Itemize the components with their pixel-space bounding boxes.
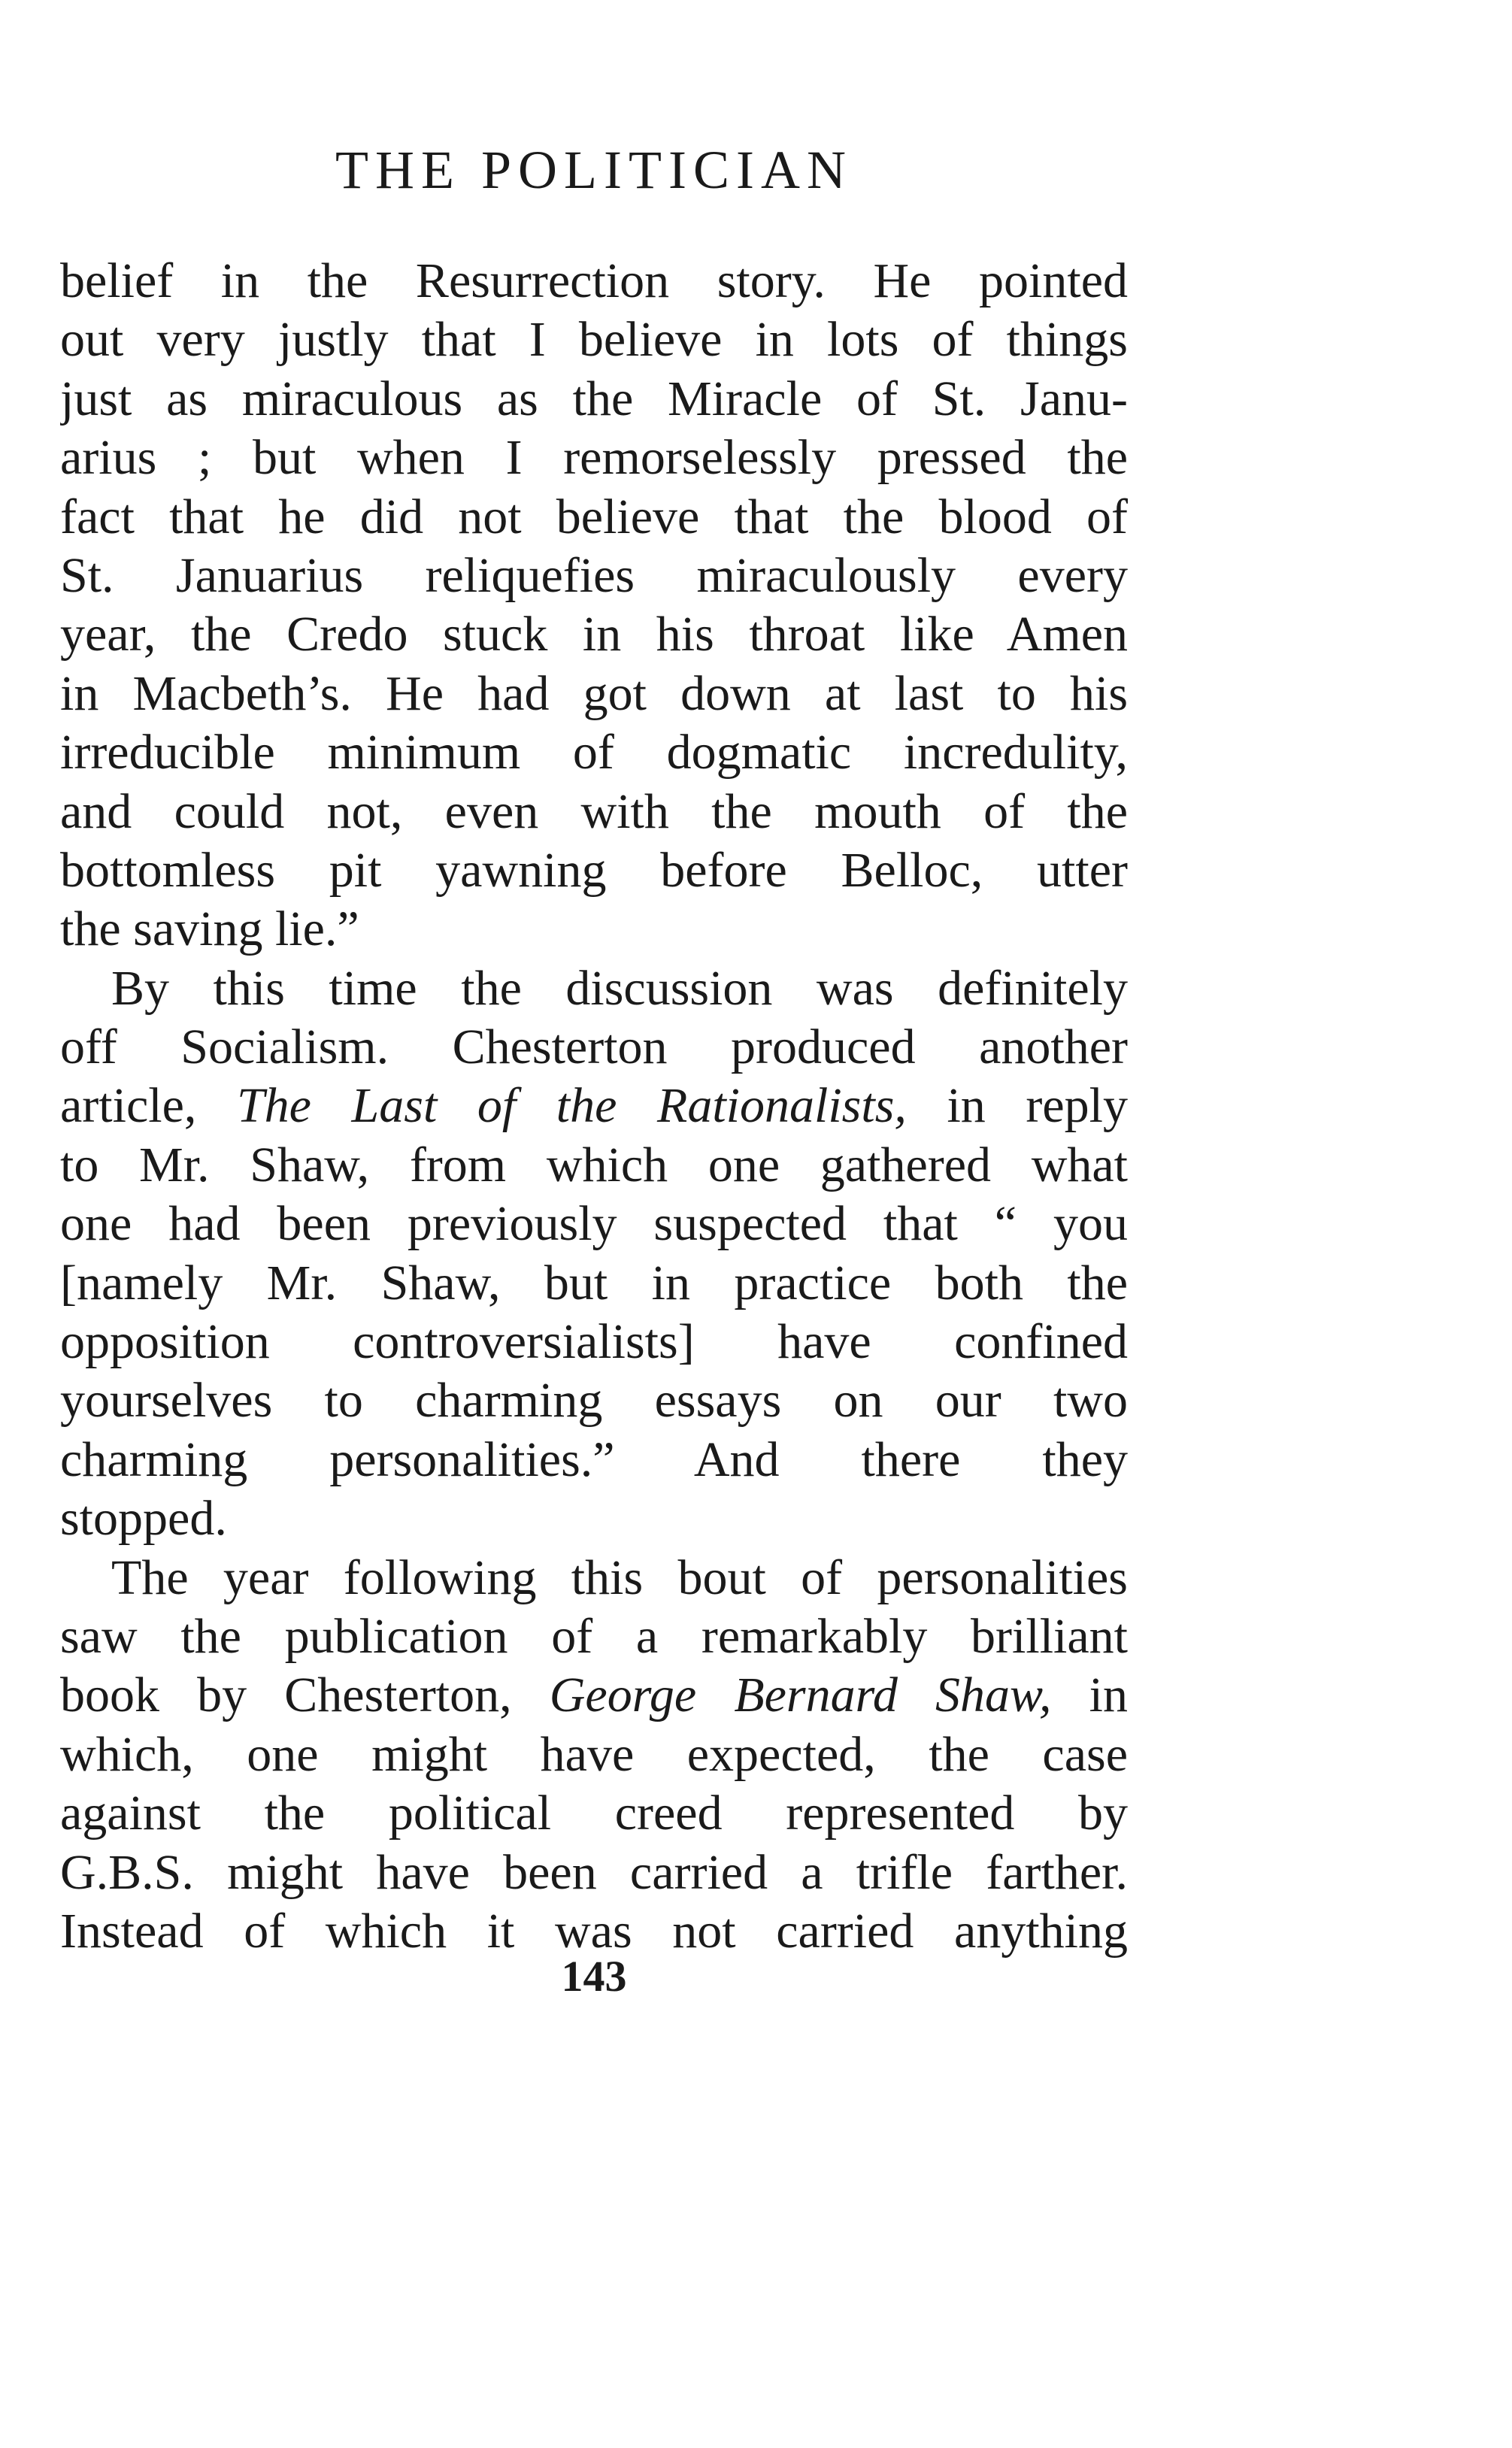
text-segment: Instead of which it was not carried anything bbox=[60, 1903, 1128, 1959]
text-segment: book by Chesterton, bbox=[60, 1668, 550, 1723]
text-segment: bottomless pit yawning before Belloc, utter bbox=[60, 842, 1128, 898]
text-segment: saw the publication of a remarkably brilliant bbox=[60, 1608, 1128, 1664]
text-segment: in bbox=[1051, 1668, 1128, 1723]
text-line bbox=[60, 665, 1128, 723]
text-segment: charming personalities.” And there they bbox=[60, 1432, 1128, 1487]
text-segment: the saving lie.” bbox=[60, 901, 359, 957]
text-segment: opposition controversialists] have confined bbox=[60, 1314, 1128, 1370]
running-head: THE POLITICIAN bbox=[335, 140, 853, 200]
text-segment: fact that he did not believe that the blood of bbox=[60, 489, 1128, 544]
text-segment: St. Januarius reliquefies miraculously every bbox=[60, 547, 1128, 603]
text-line bbox=[60, 783, 1128, 841]
text-segment: in Macbeth’s. He had got down at last to his bbox=[60, 665, 1128, 721]
text-line bbox=[60, 370, 1128, 429]
text-line bbox=[60, 605, 1128, 664]
text-line bbox=[60, 1371, 1128, 1430]
text-line bbox=[60, 547, 1128, 605]
text-segment: against the political creed represented by bbox=[60, 1786, 1128, 1841]
text-line bbox=[60, 1195, 1128, 1253]
text-segment: The year following this bout of personalities bbox=[111, 1550, 1128, 1605]
text-line bbox=[60, 1313, 1128, 1371]
page-number: 143 bbox=[561, 1952, 627, 2001]
text-line bbox=[60, 1549, 1128, 1607]
text-line bbox=[60, 959, 1128, 1018]
text-segment: to Mr. Shaw, from which one gathered what bbox=[60, 1137, 1128, 1192]
text-segment: and could not, even with the mouth of the bbox=[60, 783, 1128, 839]
text-segment: out very justly that I believe in lots of things bbox=[60, 312, 1128, 368]
text-segment: belief in the Resurrection story. He pointed bbox=[60, 253, 1128, 308]
text-line bbox=[60, 1725, 1128, 1784]
text-segment: off Socialism. Chesterton produced another bbox=[60, 1019, 1128, 1075]
text-line bbox=[60, 841, 1128, 900]
text-segment: irreducible minimum of dogmatic incredulity, bbox=[60, 725, 1128, 780]
text-line bbox=[60, 1784, 1128, 1843]
text-line bbox=[60, 1489, 1128, 1548]
text-segment: one had been previously suspected that “ you bbox=[60, 1196, 1128, 1252]
text-segment: [namely Mr. Shaw, but in practice both the bbox=[60, 1255, 1128, 1310]
text-line bbox=[60, 311, 1128, 369]
text-line bbox=[60, 1666, 1128, 1725]
text-segment: By this time the discussion was definitely bbox=[111, 960, 1128, 1016]
text-segment: in reply bbox=[906, 1078, 1128, 1134]
text-line bbox=[60, 488, 1128, 547]
text-segment: stopped. bbox=[60, 1491, 227, 1547]
text-line bbox=[60, 1136, 1128, 1195]
text-line bbox=[60, 1077, 1128, 1135]
text-segment: article, bbox=[60, 1078, 237, 1134]
italic-title: George Bernard Shaw, bbox=[549, 1668, 1052, 1723]
text-line bbox=[60, 1431, 1128, 1489]
italic-title: The Last of the Rationalists, bbox=[236, 1078, 907, 1134]
text-segment: arius ; but when I remorselessly pressed the bbox=[60, 430, 1128, 486]
text-segment: yourselves to charming essays on our two bbox=[60, 1373, 1128, 1429]
text-segment: year, the Credo stuck in his throat like Amen bbox=[60, 607, 1128, 662]
text-line bbox=[60, 252, 1128, 311]
body-text bbox=[60, 252, 1128, 1961]
text-line bbox=[60, 1844, 1128, 1902]
text-segment: G.B.S. might have been carried a trifle farther. bbox=[60, 1844, 1128, 1900]
text-line bbox=[60, 900, 1128, 959]
text-line bbox=[60, 429, 1128, 487]
text-line bbox=[60, 723, 1128, 782]
text-line bbox=[60, 1607, 1128, 1666]
text-segment: which, one might have expected, the case bbox=[60, 1726, 1128, 1782]
text-line bbox=[60, 1018, 1128, 1077]
text-line bbox=[60, 1254, 1128, 1313]
text-segment: just as miraculous as the Miracle of St. Janu- bbox=[60, 371, 1128, 426]
